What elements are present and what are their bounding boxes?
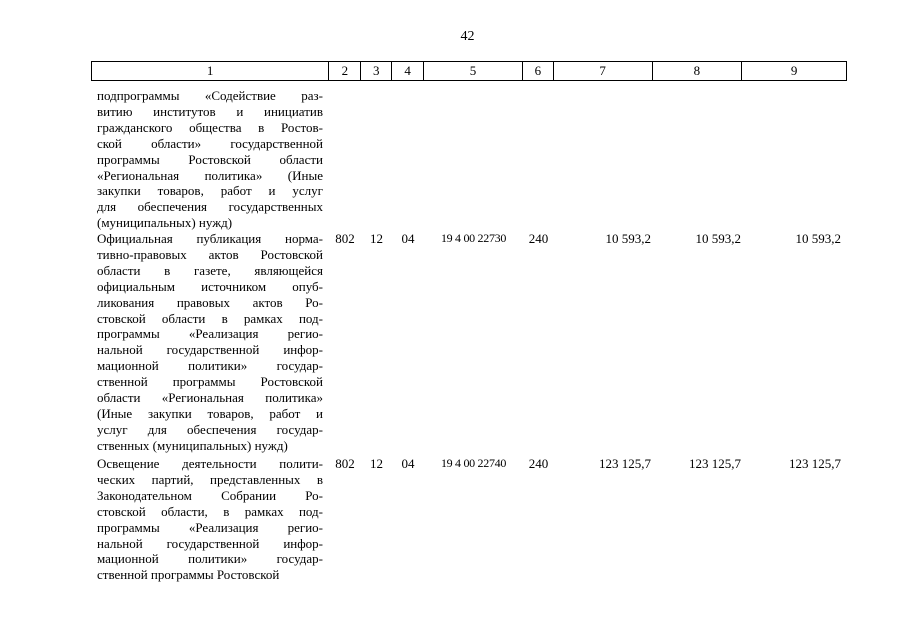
row-cell-c3: 12	[370, 231, 383, 246]
row-cell-c8	[653, 88, 743, 231]
row-cell-c3	[361, 88, 392, 231]
description-line: закупки товаров, работ и услуг	[97, 183, 323, 199]
description-line: области в газете, являющейся	[97, 262, 323, 278]
description-line: программы «Реализация регио-	[97, 326, 323, 342]
description-line: подпрограммы «Содействие раз-	[97, 88, 323, 103]
description-line: Законодательном Собрании Ро-	[97, 487, 323, 503]
description-line: (муниципальных) нужд)	[97, 215, 233, 231]
row-cell-c7: 123 125,7	[599, 456, 651, 471]
row-cell-c9: 10 593,2	[795, 231, 841, 246]
row-cell-c5	[424, 88, 523, 231]
row-cell-c2: 802	[335, 231, 355, 246]
row-cell-c7	[554, 88, 653, 231]
header-col-8: 8	[653, 62, 743, 80]
row-cell-c6: 240	[528, 456, 549, 471]
table-row	[91, 231, 847, 454]
page-number: 42	[460, 29, 475, 44]
row-cell-c7: 10 593,2	[605, 231, 651, 246]
row-description	[91, 231, 329, 454]
row-cell-c4: 04	[401, 231, 415, 246]
row-cell-c5: 19 4 00 22740	[440, 456, 507, 470]
row-description	[91, 88, 329, 231]
description-line: нальной государственной инфор-	[97, 535, 323, 551]
row-cell-c2	[329, 88, 361, 231]
row-cell-c5: 19 4 00 22730	[440, 231, 507, 245]
table-row	[91, 88, 847, 231]
row-cell-c6	[523, 88, 554, 231]
row-description	[91, 456, 329, 583]
description-line: ственной программы Ростовской	[97, 374, 323, 390]
header-col-3: 3	[361, 62, 392, 80]
row-cell-c6: 240	[528, 231, 549, 246]
description-line: ческих партий, представленных в	[97, 471, 323, 487]
description-line: мационной политики» государ-	[97, 358, 323, 374]
row-cell-c2: 802	[335, 456, 355, 471]
row-cell-c9	[743, 88, 847, 231]
description-line: стовской области в рамках под-	[97, 310, 323, 326]
description-line: для обеспечения государственных	[97, 199, 323, 215]
description-line: ликования правовых актов Ро-	[97, 294, 323, 310]
description-line: ственной программы Ростовской	[97, 567, 280, 583]
description-line: (Иные закупки товаров, работ и	[97, 405, 323, 421]
description-line: Освещение деятельности полити-	[97, 456, 323, 471]
description-line: гражданского общества в Ростов-	[97, 119, 323, 135]
description-line: витию институтов и инициатив	[97, 103, 323, 119]
description-line: ственных (муниципальных) нужд)	[97, 437, 288, 453]
header-col-1: 1	[92, 62, 329, 80]
row-cell-c8: 10 593,2	[695, 231, 741, 246]
header-col-4: 4	[392, 62, 424, 80]
table-header-row	[91, 61, 847, 81]
description-line: «Региональная политика» (Иные	[97, 167, 323, 183]
row-cell-c4: 04	[401, 456, 415, 471]
row-cell-c4	[392, 88, 424, 231]
header-col-6: 6	[523, 62, 554, 80]
description-line: нальной государственной инфор-	[97, 342, 323, 358]
header-col-7: 7	[554, 62, 653, 80]
description-line: стовской области, в рамках под-	[97, 503, 323, 519]
row-cell-c3: 12	[370, 456, 383, 471]
description-line: программы Ростовской области	[97, 151, 323, 167]
row-cell-c8: 123 125,7	[689, 456, 741, 471]
description-line: официальным источником опуб-	[97, 278, 323, 294]
description-line: тивно-правовых актов Ростовской	[97, 246, 323, 262]
description-line: программы «Реализация регио-	[97, 519, 323, 535]
description-line: услуг для обеспечения государ-	[97, 421, 323, 437]
description-line: ской области» государственной	[97, 135, 323, 151]
header-col-2: 2	[329, 62, 361, 80]
description-line: Официальная публикация норма-	[97, 231, 323, 246]
row-cell-c9: 123 125,7	[789, 456, 841, 471]
table-row	[91, 456, 847, 583]
description-line: области «Региональная политика»	[97, 390, 323, 406]
description-line: мационной политики» государ-	[97, 551, 323, 567]
header-col-9: 9	[790, 63, 798, 78]
header-col-5: 5	[424, 62, 523, 80]
